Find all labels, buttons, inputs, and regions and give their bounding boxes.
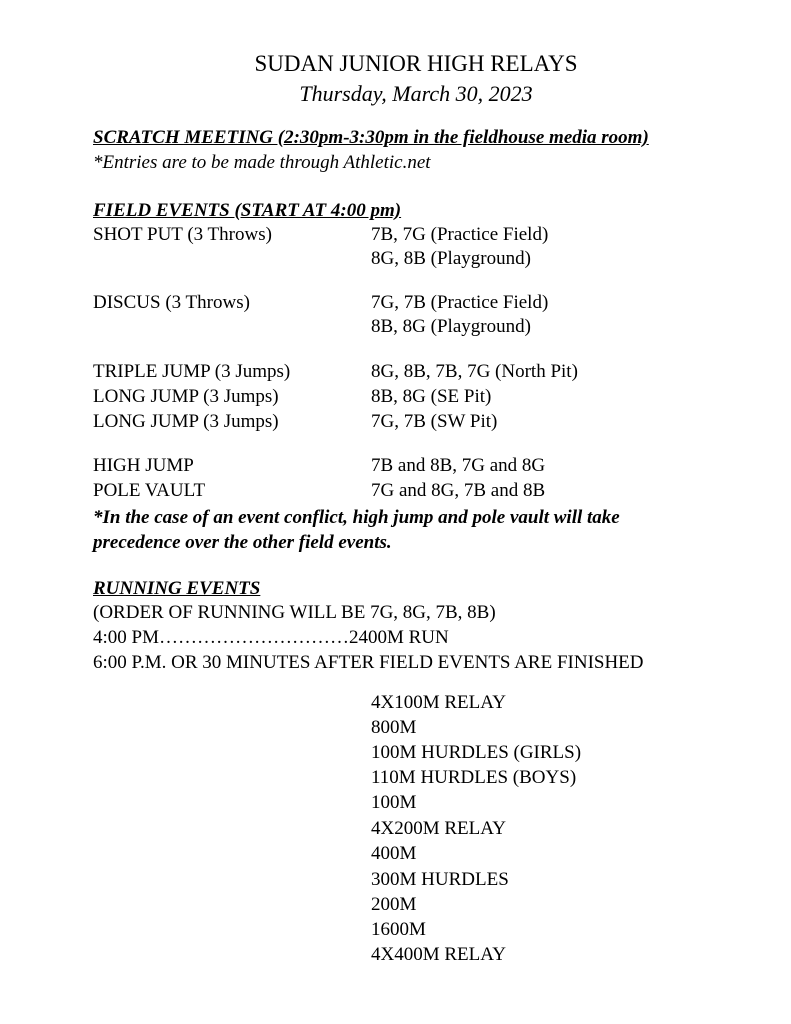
later-start-note: 6:00 P.M. OR 30 MINUTES AFTER FIELD EVENTS ARE FINISHED <box>93 652 644 673</box>
field-event-detail: 8B, 8G (SE Pit) <box>371 386 492 407</box>
running-order-note: (ORDER OF RUNNING WILL BE 7G, 8G, 7B, 8B) <box>93 602 496 623</box>
field-event-detail: 7B and 8B, 7G and 8G <box>371 455 546 476</box>
field-event-name: HIGH JUMP <box>93 455 194 476</box>
field-event-detail: 7B, 7G (Practice Field) <box>371 224 549 245</box>
conflict-note-line-1: *In the case of an event conflict, high jump and pole vault will take <box>93 507 620 528</box>
running-event-item: 100M <box>371 792 417 813</box>
field-event-name: LONG JUMP (3 Jumps) <box>93 386 279 407</box>
running-event-item: 300M HURDLES <box>371 869 509 890</box>
document-date: Thursday, March 30, 2023 <box>299 81 533 106</box>
document-title: SUDAN JUNIOR HIGH RELAYS <box>254 51 578 76</box>
field-event-detail: 7G, 7B (SW Pit) <box>371 411 498 432</box>
field-events-heading: FIELD EVENTS (START AT 4:00 pm) <box>93 200 402 221</box>
running-events-heading: RUNNING EVENTS <box>93 578 261 599</box>
running-event-item: 4X200M RELAY <box>371 818 506 839</box>
field-event-name: POLE VAULT <box>93 480 206 501</box>
first-running-event: 4:00 PM…………………………2400M RUN <box>93 627 449 648</box>
scratch-meeting-heading: SCRATCH MEETING (2:30pm-3:30pm in the fieldhouse media room) <box>93 127 649 148</box>
field-event-detail: 8G, 8B (Playground) <box>371 248 531 269</box>
running-event-item: 4X400M RELAY <box>371 944 506 965</box>
field-event-name: TRIPLE JUMP (3 Jumps) <box>93 361 291 382</box>
running-event-item: 4X100M RELAY <box>371 692 506 713</box>
field-event-name: SHOT PUT (3 Throws) <box>93 224 272 245</box>
running-event-item: 400M <box>371 843 417 864</box>
field-event-name: DISCUS (3 Throws) <box>93 292 250 313</box>
entries-note: *Entries are to be made through Athletic.net <box>93 152 431 173</box>
field-event-detail: 7G and 8G, 7B and 8B <box>371 480 546 501</box>
running-event-item: 100M HURDLES (GIRLS) <box>371 742 582 763</box>
field-event-name: LONG JUMP (3 Jumps) <box>93 411 279 432</box>
running-event-item: 1600M <box>371 919 426 940</box>
field-event-detail: 8G, 8B, 7B, 7G (North Pit) <box>371 361 578 382</box>
running-event-item: 200M <box>371 894 417 915</box>
running-event-item: 110M HURDLES (BOYS) <box>371 767 577 788</box>
running-event-item: 800M <box>371 717 417 738</box>
conflict-note-line-2: precedence over the other field events. <box>93 532 392 553</box>
field-event-detail: 7G, 7B (Practice Field) <box>371 292 549 313</box>
field-event-detail: 8B, 8G (Playground) <box>371 316 531 337</box>
